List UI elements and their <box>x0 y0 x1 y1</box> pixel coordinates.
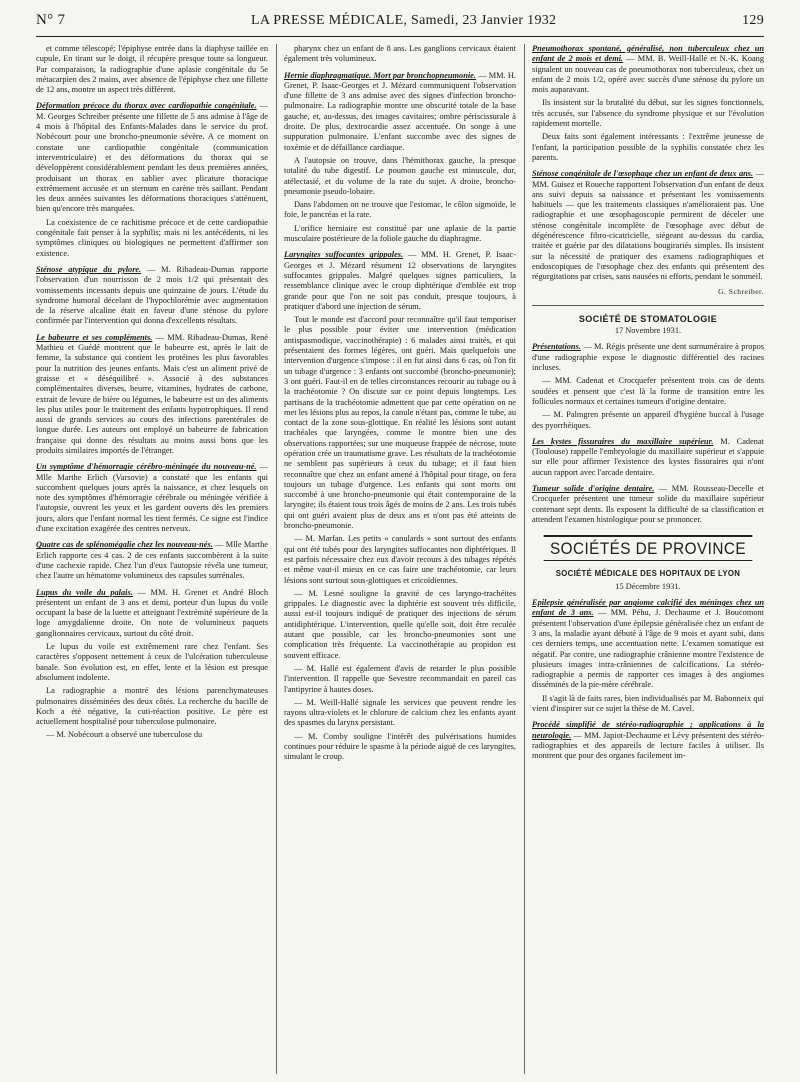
page-number: 129 <box>742 13 764 28</box>
article <box>532 342 764 373</box>
article-title: Procédé simplifié de stéréo-radiographie ; applications à la neurologie. <box>532 720 764 740</box>
column-1 <box>36 44 268 1074</box>
paragraph: — M. Comby souligne l'intérêt des pulvérisations humides continues pour réduire le spasme à la période aiguë de ces laryngites, simulant le croup. <box>284 731 516 762</box>
paragraph: Tout le monde est d'accord pour reconnaître qu'il faut temporiser le plus possible pour éviter une intervention (médication antispasmodique, vaccinothérapie) : 6 malades ainsi traités, et qui présentaient des formes légères, ont guéri. Mais quelquefois une intervention d'urgence s'impose : il en fut ainsi dans 6 cas, où l'on fit un tubage d'urgence : 3 enfants ont succombé (broncho-pneumonie); 3 ont guéri. Faut-il en de telles circonstances recourir au tubage ou à la trachéotomie ? On discute sur ce point depuis longtemps. Les partisans de la trachéotomie admettent que par cette opération on ne met les lésions plus au repos, la canule n'étant pas, comme le tube, au contact de la zone sous-glottique. En réalité les lésions sont autant trachéales que laryngées, comme le montre bien une des observations rapportées; sur une muqueuse frappée de nécrose, toute opération crée un traumatisme grave. Les résultats de la trachéotomie ne semblent pas supérieurs à ceux du tubage; et il faut bien reconnaître que chez un enfant amené à l'hôpital pour tirage, on fera toujours un tubage d'urgence. Les enfants qui sont morts ont succombé à une broncho-pneumonie qui était contemporaine de la laryngite; ils étaient tous trois âgés de moins de 2 ans. Les trois tubés qui ont guéri avaient plus de deux ans et n'ont pas été atteints de broncho-pneumonie. <box>284 315 516 531</box>
article <box>36 540 268 581</box>
article <box>284 250 516 312</box>
article-body: — MM. Guisez et Roueche rapportent l'observation d'un enfant de deux ans suivi depuis sa naissance et présentant les vomissements habituels — que les traitements classiques n'amélioraient pas. Une radiographie et une œsophagoscopie permirent de déceler une sténose congénitale incomplète de l'œsophage avec début de dégénérescence fibro-cicatricielle, siégeant au-dessus du cardia, traitée et guérie par des dilatations bougirariés simples. Ils insistent sur la nécessité de pratiquer des examens radiographiques et endoscopiques de l'œsophage chez des enfants qui présentent des régurgitations par crises, sans nausées ni efforts, pendant le sommeil. <box>532 169 764 282</box>
article-body: — M. Ribadeau-Dumas rapporte l'observation d'un nourrisson de 2 mois 1/2 qui présentait des vomissements incessants depuis une quinzaine de jours. L'étude du syndrome humoral décelant de l'hypochlorémie avec augmentation de la réserve alcaline était en faveur d'une sténose du pylore confirmée par l'intervention qui donna d'excellents résultats. <box>36 264 268 326</box>
article <box>532 44 764 95</box>
article-title: Quatre cas de splénomégalie chez les nouveau-nés. <box>36 540 213 550</box>
article-title: Epilepsie généralisée par angiome calcifié des méninges chez un enfant de 3 ans. <box>532 598 764 618</box>
article-body: M. Cadenat (Toulouse) rappelle l'embryologie du maxillaire supérieur et s'appuie sur elle pour affirmer l'existence des kystes fissuraires qui n'ont aucun rapport avec l'arcade dentaire. <box>532 436 764 477</box>
article-body: — MM. Rousseau-Decelle et Crocquefer présentent une tumeur solide du maxillaire supérieur contenant sept dents. Ils exposent la difficulté de sa classification et attendent l'examen histologique pour se prononcer. <box>532 483 764 524</box>
article-title: Présentations. <box>532 342 581 352</box>
article-body: — MM. Ribadeau-Dumas, René Mathieu et Guédé montrent que le babeurre est, après le lait de femme, la substance qui contient les protéines les plus favorables pour la nutrition des jeunes enfants. Mais c'est un aliment privé de graisse et « déséquilibré ». Associé à des substances complémentaires diverses, beurre, vitamines, hydrates de carbone, extrait de levure de bière ou légumes, le babeurre est un des aliments les plus utiles pour le traitement des enfants hypotrophiques. Il rend aussi de grands services au cours des infections parentérales de longue durée. Les auteurs ont employé un babeurre de fabrication française qui donne des résultats au moins aussi bons que les produits similaires importés de l'étranger. <box>36 332 268 455</box>
article-body: — M. Georges Schreiber présente une fillette de 5 ans admise à l'âge de 4 mois à l'hôpital des Enfants-Malades dans le service du prof. Nobécourt pour une broncho-pneumonie sévère. A ce moment on constate une cardiopathie congénitale (communication interventriculaire) et des déformations du thorax qui se développèrent considérablement pendant les deux premières années, produisant un thorax en sablier avec plicature thoracique extrêmement accusée et un sternum en carène très saillant. Pendant les deux années suivantes les déformations thoraciques s'atténuent, bien qu'encore très marquées. <box>36 101 268 214</box>
paragraph: Le lupus du voile est extrêmement rare chez l'enfant. Ses caractères s'opposent nettement à ceux de l'ulcération tuberculeuse banale. Son évolution est, en effet, lente et la lésion est presque absolument indolente. <box>36 642 268 682</box>
article-body: — Mlle Marthe Erlich (Varsovie) a constaté que les enfants qui succombent quelques jours après la naissance, et chez lesquels on note des symptômes d'hémorragie cérébrale ou méningée vérifiée à l'autopsie, ouvrent les yeux et les gardent ouverts dès les premiers jours, alors que l'enfant normal les tient fermés. Ce signe est l'indice d'une excitation exagérée des centres nerveux. <box>36 462 268 534</box>
article-title: Laryngites suffocantes grippales. <box>284 250 404 260</box>
paragraph: — M. Hallé est également d'avis de retarder le plus possible l'intervention. Il rappelle que Sevestre recommandait en pareil cas l'antipyrine à hautes doses. <box>284 663 516 694</box>
article <box>36 101 268 214</box>
paragraph: — M. Marfan. Les petits « canulards » sont surtout des enfants qui ont été tubés pour des laryngites suffocantes non diphtériques. Il est parfois nécessaire chez eux d'avoir recours à des tubages répétés et même vaut-il mieux en ce cas faire une trachéotomie, car leurs lésions sont surtout sous-glottiques et cricoïdiennes. <box>284 534 516 585</box>
article-body: — MM. Péhu, J. Dechaume et J. Boucomont présentent l'observation d'une épilepsie généralisée chez un enfant de 3 ans, la maladie ayant débuté à l'âge de 9 mois et ayant subi, dans ces derniers temps, une accentuation nette. L'examen somatique est négatif. Par contre, une radiographie crânienne montre l'existence de plusieurs images intra-crâniennes de calcifications. La stéréo-radiographie a permis de rapporter ces images à des angiomes disséminés de la pie-mère cérébrale. <box>532 608 764 690</box>
column-3 <box>532 44 764 1074</box>
column-2 <box>284 44 516 1074</box>
issue-number: N° 7 <box>36 12 66 28</box>
article-body: — MM. H. Grenet, P. Isaac-Georges et J. Mézard communiquent l'observation d'une fillette de 3 ans admise avec des signes d'infection broncho-pulmonaire. La radiographie montre une obscurité totale de la base gauche, et, au-dessus, des images cavitaires; ombre périscissurale à droite. De plus, dextrocardie assez accentuée. On songe à une suppuration pulmonaire. L'enfant succombe avec des signes de toxémie et de défaillance cardiaque. <box>284 70 516 152</box>
paragraph: et comme télescopé; l'épiphyse entrée dans la diaphyse taillée en cupule. En tirant sur le doigt, il récupère presque toute sa longueur. Par comparaison, la radiographie d'une aplasie congénitale du 5e métacarpien des 2 mains, avec absence de l'épiphyse chez une fillette de 12 ans, montre un aspect très différent. <box>36 44 268 95</box>
journal-title: LA PRESSE MÉDICALE, Samedi, 23 Janvier 1932 <box>251 13 557 28</box>
article <box>532 484 764 525</box>
paragraph: — M. Lesné souligne la gravité de ces laryngo-trachéites grippales. Le diagnostic avec la diphtérie est souvent très difficile, aussi est-il toujours indiqué de pratiquer des injections de sérum antidiphtérique. L'intervention, quelle qu'elle soit, doit être reculée autant que possible, car les broncho-pneumonies sont une complication très fréquente. La vaccinothérapie au propidon est souvent efficace. <box>284 588 516 660</box>
paragraph: Ils insistent sur la brutalité du début, sur les signes fonctionnels, très accusés, sur l'absence du syndrome physique et sur l'évolution rapidement mortelle. <box>532 98 764 129</box>
session-date: 15 Décembre 1931. <box>615 581 681 591</box>
article-title: Hernie diaphragmatique. Mort par bronchopneumonie. <box>284 70 476 80</box>
article <box>36 462 268 534</box>
article-title: Tumeur solide d'origine dentaire. <box>532 483 655 493</box>
article-title: Pneumothorax spontané, généralisé, non tuberculeux chez un enfant de 2 mois et demi. <box>532 44 764 64</box>
article <box>36 333 268 457</box>
paragraph: A l'autopsie on trouve, dans l'hémithorax gauche, la presque totalité du tube digestif. Le poumon gauche est minuscule, dur, atélectasié, et du volume de la rate du sujet. A droite, broncho-pneumonie pseudo-lobaire. <box>284 155 516 196</box>
article <box>532 437 764 478</box>
article <box>532 598 764 691</box>
section-heading: SOCIÉTÉ DE STOMATOLOGIE <box>532 305 764 324</box>
article-body: — M. Régis présente une dent surnuméraire à propos d'une radiographie expose le diagnostic différentiel des racines incluses. <box>532 342 764 373</box>
column-divider <box>276 44 277 1074</box>
paragraph: — MM. Cadenat et Crocquefer présentent trois cas de dents soudées et pensent que c'est là la forme de transition entre les follicules normaux et certaines tumeurs d'origine dentaire. <box>532 376 764 406</box>
article-title: Lupus du voile du palais. <box>36 587 133 597</box>
article-title: Les kystes fissuraires du maxillaire supérieur. <box>532 436 714 446</box>
session-date: 17 Novembre 1931. <box>614 326 682 336</box>
header-rule <box>36 36 764 37</box>
article <box>532 720 764 761</box>
article-body: — MM. H. Grenet, P. Isaac-Georges et J. Mézard résument 12 observations de laryngites suffocantes grippales. Malgré quelques signes particuliers, la ressemblance clinique avec le croup diphtérique d'emblée est trop grande pour que l'on ne soit pas conduit, presque toujours, à pratiquer d'abord une injection de sérum. <box>284 250 516 311</box>
section-heading: SOCIÉTÉ MÉDICALE DES HOPITAUX DE LYON <box>555 569 741 579</box>
article <box>284 71 516 153</box>
article-body: — Mlle Marthe Erlich rapporte ces 4 cas. 2 de ces enfants succombèrent à la suite d'une cachexie rapide. Chez l'un d'eux l'autopsie révéla une tumeur, chez l'autre un hématome volumineux des capsules surrénales. <box>36 540 268 581</box>
paragraph: La coexistence de ce rachitisme précoce et de cette cardiopathie congénitale fait penser à la syphilis; mais ni les antécédents, ni les symptômes cliniques ou biologiques ne permettent d'affirmer son existence. <box>36 217 268 258</box>
paragraph: — M. Palmgren présente un appareil d'hygiène buccal à l'usage des pyorrhéiques. <box>532 410 764 430</box>
paragraph: — M. Nobécourt a observé une tuberculose du <box>46 730 203 740</box>
page-header <box>36 12 764 38</box>
article-title: Un symptôme d'hémorragie cérébro-méningée du nouveau-né. <box>36 462 257 472</box>
article-body: — MM. H. Grenet et André Bloch présentent un enfant de 3 ans et demi, porteur d'un lupus du voile occupant la base de la luette et atteignant l'extrémité supérieure de la loge amygdalienne droite. On note de volumineux paquets ganglionnaires cervicaux, surtout du côté droit. <box>36 587 268 638</box>
column-divider <box>524 44 525 1074</box>
article-title: Le babeurre et ses compléments. <box>36 332 153 342</box>
article-title: Sténose congénitale de l'œsophage chez un enfant de deux ans. <box>532 169 754 179</box>
article <box>36 588 268 639</box>
paragraph: Dans l'abdomen on ne trouve que l'estomac, le côlon sigmoïde, le foie, le pancréas et la rate. <box>284 200 516 220</box>
paragraph: La radiographie a montré des lésions parenchymateuses pulmonaires disséminées des deux côtés. La recherche du bacille de Koch a été négative, la cuti-réaction positive. Le père est actuellement hospitalisé pour tuberculose pulmonaire. <box>36 686 268 727</box>
article-body: — MM. B. Weill-Hallé et N.-K. Koang signalent un nouveau cas de pneumothorax non tuberculeux, chez un enfant de 2 mois 1/2, opéré avec succès d'une sténose du pylore un mois auparavant. <box>532 54 764 95</box>
article-title: Déformation précoce du thorax avec cardiopathie congénitale. <box>36 101 257 111</box>
article <box>532 169 764 282</box>
signature: G. Schreiber. <box>718 286 764 296</box>
section-banner: SOCIÉTÉS DE PROVINCE <box>544 535 753 561</box>
paragraph: pharynx chez un enfant de 8 ans. Les ganglions cervicaux étaient également très volumineux. <box>284 44 516 64</box>
paragraph: Il s'agit là de faits rares, bien individualisés par M. Babonneix qui vient d'inspirer sur ce sujet la thèse de M. Cavel. <box>532 693 764 714</box>
paragraph: Deux faits sont également intéressants : l'extrême jeunesse de l'enfant, la participation possible de la syphilis constatée chez les parents. <box>532 132 764 162</box>
paragraph: — M. Weill-Hallé signale les services que peuvent rendre les rayons ultra-violets et le chlorure de calcium chez les enfants ayant des spasmes du larynx persistant. <box>284 697 516 728</box>
article <box>36 265 268 327</box>
article-body: — MM. Japiot-Dechaume et Lévy présentent des stéréo-radiographies et des appareils de lecture faciles à utiliser. Ils montrent que pour des organes facilement im- <box>532 730 764 761</box>
paragraph: L'orifice herniaire est constitué par une aplasie de la partie musculaire postérieure de la foliole gauche du diaphragme. <box>284 223 516 244</box>
article-title: Sténose atypique du pylore. <box>36 264 142 274</box>
